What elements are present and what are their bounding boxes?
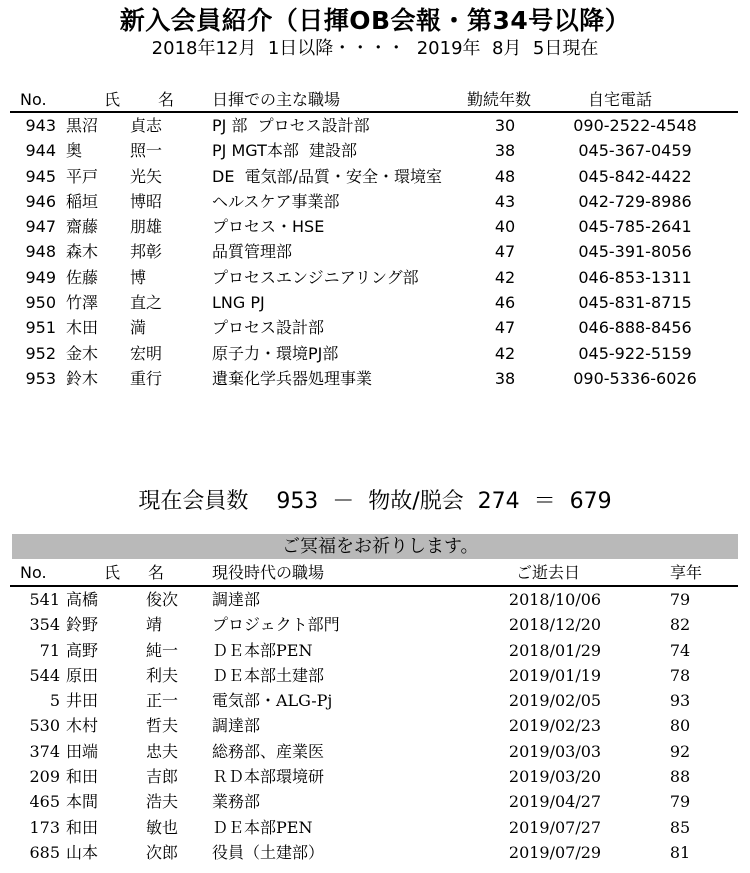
deceased-date: 2018/12/20 — [508, 615, 602, 635]
deceased-date: 2019/07/27 — [508, 817, 602, 837]
member-workplace: プロセスエンジニアリング部 — [212, 267, 419, 287]
member-surname: 奥 — [66, 141, 83, 161]
deceased-given-name: 利夫 — [146, 665, 179, 685]
deceased-surname: 高橋 — [66, 590, 99, 609]
member-years: 38 — [494, 141, 516, 161]
deceased-given-name: 浩夫 — [146, 792, 179, 812]
member-phone: 045-831-8715 — [578, 293, 692, 313]
table-row — [0, 366, 750, 391]
member-phone: 090-2522-4548 — [573, 116, 697, 135]
deceased-given-name: 敏也 — [146, 817, 179, 837]
member-workplace: 原子力・環境PJ部 — [212, 343, 339, 363]
member-number: 949 — [25, 267, 56, 287]
member-years: 38 — [494, 368, 516, 388]
member-phone: 090-5336-6026 — [573, 368, 697, 388]
deceased-date: 2019/01/19 — [508, 665, 602, 685]
deceased-workplace: 業務部 — [212, 792, 261, 812]
member-given-name: 博 — [130, 267, 147, 287]
member-surname: 稲垣 — [66, 191, 99, 211]
condolence-header — [0, 562, 750, 584]
table-row — [0, 265, 750, 290]
table-row — [0, 315, 750, 340]
new-members-table — [0, 113, 750, 391]
member-surname: 木田 — [66, 318, 99, 338]
member-number: 945 — [25, 166, 56, 186]
member-given-name: 直之 — [130, 293, 163, 313]
table-row — [0, 840, 750, 865]
deceased-surname: 井田 — [66, 691, 99, 711]
member-surname: 森木 — [66, 242, 99, 262]
member-workplace: プロセス設計部 — [212, 318, 325, 338]
deceased-workplace: ＤＥ本部PEN — [212, 640, 313, 660]
member-given-name: 朋雄 — [130, 217, 163, 237]
deceased-date: 2019/03/03 — [508, 741, 602, 761]
deceased-given-name: 純一 — [146, 640, 179, 660]
deceased-number: 354 — [29, 615, 60, 635]
deceased-workplace: ＤＥ本部PEN — [212, 817, 313, 837]
deceased-age: 79 — [669, 590, 691, 609]
deceased-age: 93 — [669, 691, 691, 711]
member-years: 30 — [494, 116, 516, 135]
deceased-date: 2019/04/27 — [508, 792, 602, 812]
member-given-name: 博昭 — [130, 191, 163, 211]
col-sei-header: 氏 — [104, 90, 121, 109]
deceased-age: 92 — [669, 741, 691, 761]
member-count: 現在会員数 953 － 物故/脱会 274 ＝ 679 — [138, 489, 612, 514]
deceased-number: 544 — [29, 665, 60, 685]
deceased-date: 2019/03/20 — [508, 767, 602, 787]
deceased-workplace: プロジェクト部門 — [212, 615, 340, 635]
deceased-age: 85 — [669, 817, 691, 837]
member-number: 946 — [25, 191, 56, 211]
col-workplace-header: 現役時代の職場 — [212, 563, 325, 582]
deceased-number: 5 — [49, 691, 60, 711]
table-row — [0, 612, 750, 637]
table-row — [0, 138, 750, 163]
member-years: 42 — [494, 267, 516, 287]
member-surname: 齋藤 — [66, 217, 99, 237]
col-mei-header: 名 — [158, 90, 175, 109]
member-years: 48 — [494, 166, 516, 186]
deceased-workplace: ＤＥ本部土建部 — [212, 665, 325, 685]
member-years: 43 — [494, 191, 516, 211]
deceased-given-name: 忠夫 — [146, 741, 179, 761]
member-given-name: 満 — [130, 318, 147, 338]
deceased-date: 2018/10/06 — [508, 590, 602, 609]
deceased-workplace: 電気部・ALG-Pj — [212, 691, 333, 711]
col-mei-header: 名 — [148, 563, 165, 582]
member-number: 951 — [25, 318, 56, 338]
deceased-given-name: 正一 — [146, 691, 179, 711]
member-number: 947 — [25, 217, 56, 237]
member-given-name: 光矢 — [130, 166, 163, 186]
member-number: 943 — [25, 116, 56, 135]
member-workplace: DE 電気部/品質・安全・環境室 — [212, 166, 442, 186]
member-workplace: 遺棄化学兵器処理事業 — [212, 368, 373, 388]
table-row — [0, 815, 750, 840]
deceased-workplace: 調達部 — [212, 716, 261, 736]
deceased-surname: 鈴野 — [66, 615, 99, 635]
deceased-surname: 原田 — [66, 665, 99, 685]
deceased-number: 685 — [29, 842, 60, 862]
member-surname: 竹澤 — [66, 293, 99, 313]
deceased-age: 78 — [669, 665, 691, 685]
table-row — [0, 189, 750, 214]
member-phone: 046-853-1311 — [578, 267, 692, 287]
deceased-surname: 山本 — [66, 842, 99, 862]
deceased-surname: 和田 — [66, 767, 99, 787]
deceased-given-name: 俊次 — [146, 590, 179, 609]
member-given-name: 重行 — [130, 368, 163, 388]
deceased-number: 71 — [39, 640, 60, 660]
member-number: 948 — [25, 242, 56, 262]
table-row — [0, 164, 750, 189]
member-phone: 045-922-5159 — [578, 343, 692, 363]
new-members-header — [0, 89, 750, 111]
deceased-number: 209 — [29, 767, 60, 787]
table-row — [0, 290, 750, 315]
deceased-age: 81 — [669, 842, 691, 862]
member-surname: 金木 — [66, 343, 99, 363]
member-phone: 045-367-0459 — [578, 141, 692, 161]
deceased-workplace: 調達部 — [212, 590, 261, 609]
deceased-age: 79 — [669, 792, 691, 812]
member-years: 47 — [494, 318, 516, 338]
table-row — [0, 341, 750, 366]
deceased-surname: 田端 — [66, 741, 99, 761]
member-surname: 鈴木 — [66, 368, 99, 388]
member-workplace: プロセス・HSE — [212, 217, 325, 237]
col-workplace-header: 日揮での主な職場 — [212, 90, 341, 109]
member-phone: 045-391-8056 — [578, 242, 692, 262]
member-given-name: 邦彰 — [130, 242, 163, 262]
member-number: 953 — [25, 368, 56, 388]
table-row — [0, 214, 750, 239]
deceased-number: 374 — [29, 741, 60, 761]
table-row — [0, 663, 750, 688]
condolence-banner — [12, 534, 738, 559]
col-date-header: ご逝去日 — [516, 563, 581, 582]
member-given-name: 貞志 — [130, 116, 163, 135]
deceased-given-name: 次郎 — [146, 842, 179, 862]
deceased-date: 2019/02/23 — [508, 716, 602, 736]
member-workplace: ヘルスケア事業部 — [212, 191, 340, 211]
deceased-workplace: ＲＤ本部環境研 — [212, 767, 325, 787]
condolence-banner-text: ご冥福をお祈りします。 — [282, 536, 479, 557]
member-number: 952 — [25, 343, 56, 363]
member-phone: 046-888-8456 — [578, 318, 692, 338]
page-subtitle: 2018年12月 1日以降・・・・ 2019年 8月 5日現在 — [151, 38, 599, 59]
deceased-surname: 木村 — [66, 716, 99, 736]
col-no-header: No. — [20, 563, 47, 582]
table-row — [0, 688, 750, 713]
member-phone: 045-842-4422 — [578, 166, 692, 186]
deceased-number: 541 — [29, 590, 60, 609]
member-workplace: PJ 部 プロセス設計部 — [212, 116, 370, 135]
deceased-age: 80 — [669, 716, 691, 736]
col-years-header: 勤続年数 — [467, 90, 532, 109]
member-phone: 045-785-2641 — [578, 217, 692, 237]
table-row — [0, 638, 750, 663]
col-no-header: No. — [20, 90, 47, 109]
col-phone-header: 自宅電話 — [588, 90, 653, 109]
member-number: 944 — [25, 141, 56, 161]
member-number: 950 — [25, 293, 56, 313]
deceased-given-name: 靖 — [146, 615, 163, 635]
col-age-header: 享年 — [670, 563, 703, 582]
table-row — [0, 789, 750, 814]
member-years: 46 — [494, 293, 516, 313]
member-years: 40 — [494, 217, 516, 237]
table-row — [0, 113, 750, 138]
deceased-date: 2018/01/29 — [508, 640, 602, 660]
deceased-given-name: 吉郎 — [146, 767, 179, 787]
deceased-workplace: 総務部、産業医 — [212, 741, 325, 761]
table-row — [0, 239, 750, 264]
member-workplace: 品質管理部 — [212, 242, 293, 262]
deceased-surname: 和田 — [66, 817, 99, 837]
member-given-name: 宏明 — [130, 343, 163, 363]
member-years: 42 — [494, 343, 516, 363]
deceased-number: 530 — [29, 716, 60, 736]
table-row — [0, 713, 750, 738]
table-row — [0, 587, 750, 612]
deceased-number: 465 — [29, 792, 60, 812]
deceased-date: 2019/07/29 — [508, 842, 602, 862]
deceased-surname: 本間 — [66, 792, 99, 812]
condolence-table — [0, 587, 750, 865]
deceased-age: 82 — [669, 615, 691, 635]
member-workplace: PJ MGT本部 建設部 — [212, 141, 358, 161]
member-surname: 平戸 — [66, 166, 99, 186]
deceased-age: 74 — [669, 640, 691, 660]
deceased-age: 88 — [669, 767, 691, 787]
table-row — [0, 739, 750, 764]
deceased-workplace: 役員（土建部） — [212, 842, 325, 862]
member-surname: 佐藤 — [66, 267, 99, 287]
deceased-date: 2019/02/05 — [508, 691, 602, 711]
member-phone: 042-729-8986 — [578, 191, 692, 211]
table-row — [0, 764, 750, 789]
member-surname: 黒沼 — [66, 116, 99, 135]
col-sei-header: 氏 — [104, 563, 121, 582]
page-title: 新入会員紹介（日揮OB会報・第34号以降） — [119, 6, 631, 35]
member-workplace: LNG PJ — [212, 293, 265, 313]
deceased-given-name: 哲夫 — [146, 716, 179, 736]
deceased-surname: 高野 — [66, 640, 99, 660]
member-years: 47 — [494, 242, 516, 262]
deceased-number: 173 — [29, 817, 60, 837]
member-given-name: 照一 — [130, 141, 163, 161]
